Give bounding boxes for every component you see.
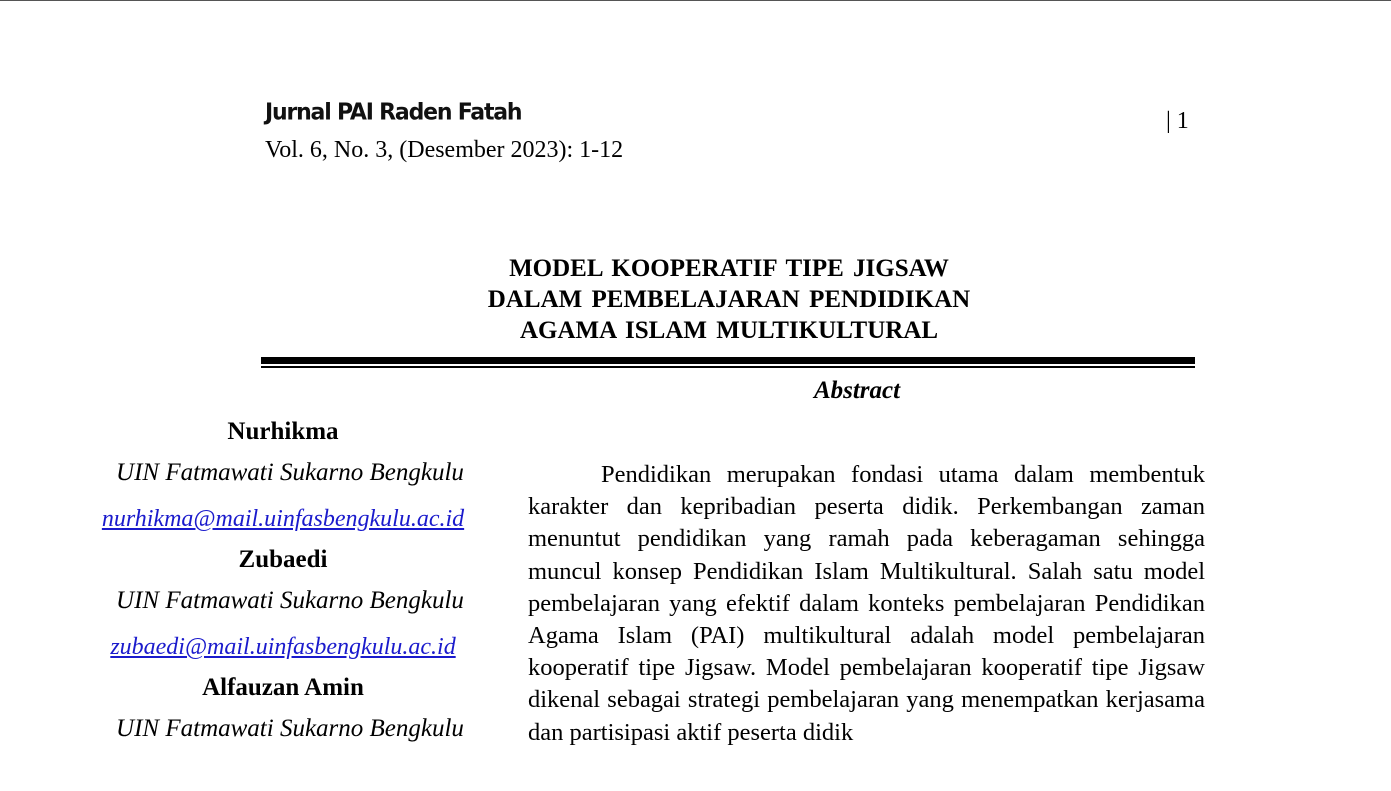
title-divider-thick [261, 357, 1195, 364]
title-line: DALAM PEMBELAJARAN PENDIDIKAN [487, 286, 971, 313]
author-email-link[interactable] [61, 496, 505, 542]
abstract-body: Pendidikan merupakan fondasi utama dalam membentuk karakter dan kepribadian peserta didik. Perkembangan zaman menuntut pendidikan yang ramah pada keberagaman sehingga muncul konsep Pendidikan Islam Multikultural. Salah satu model pembelajaran yang efektif dalam konteks pembelajaran Pendidikan Agama Islam (PAI) multikultural adalah model pembelajaran kooperatif tipe Jigsaw. Model pembelajaran kooperatif tipe Jigsaw dikenal sebagai strategi pembelajaran yang menempatkan kerjasama dan partisipasi aktif peserta didik [528, 461, 1205, 746]
author-name: Zubaedi [238, 546, 328, 573]
author-name: Nurhikma [227, 418, 339, 445]
author-email-link[interactable] [61, 624, 505, 670]
abstract-heading: Abstract [813, 377, 901, 404]
title-line: AGAMA ISLAM MULTIKULTURAL [519, 317, 939, 344]
volume-info: Vol. 6, No. 3, (Desember 2023): 1-12 [265, 137, 624, 163]
author-email-text[interactable]: zubaedi@mail.uinfasbengkulu.ac.id [110, 634, 456, 660]
page-number: | 1 [1166, 108, 1189, 134]
title-divider-thin [261, 366, 1195, 368]
article-title [429, 253, 1029, 346]
author-affiliation: UIN Fatmawati Sukarno Bengkulu [116, 587, 464, 614]
page-top-border [0, 0, 1391, 1]
journal-name: Jurnal PAI Raden Fatah [265, 99, 522, 126]
author-email-text[interactable]: nurhikma@mail.uinfasbengkulu.ac.id [101, 506, 465, 532]
author-name: Alfauzan Amin [202, 674, 364, 701]
author-affiliation: UIN Fatmawati Sukarno Bengkulu [116, 715, 464, 742]
author-affiliation: UIN Fatmawati Sukarno Bengkulu [116, 459, 464, 486]
title-line: MODEL KOOPERATIF TIPE JIGSAW [509, 255, 949, 282]
author-list [61, 414, 505, 752]
